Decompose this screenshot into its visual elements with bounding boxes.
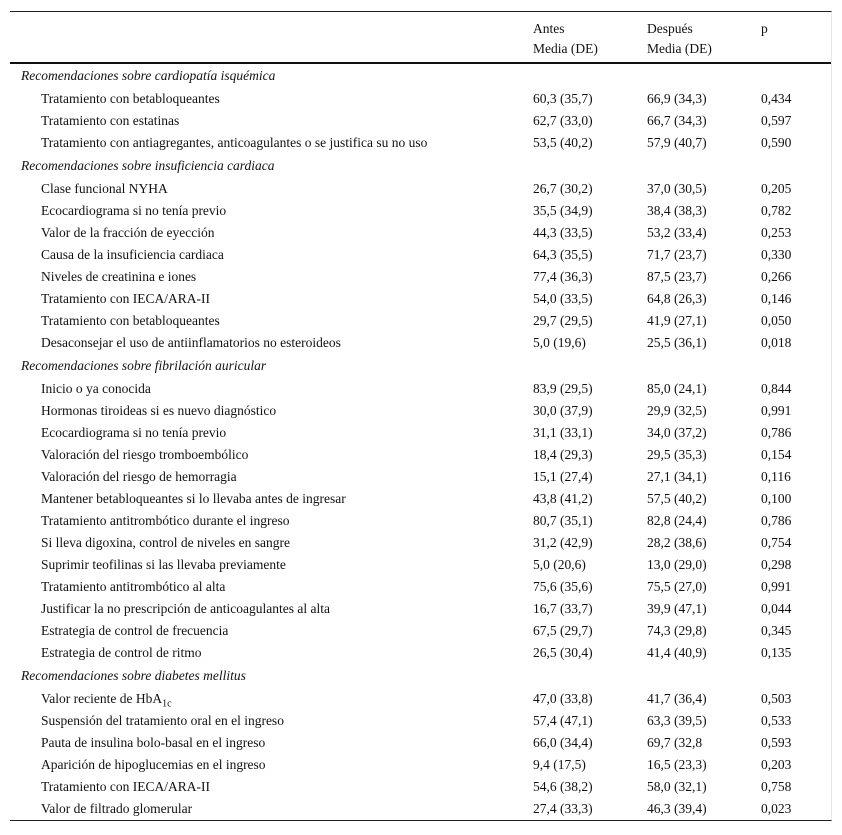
despues-value: 82,8 (24,4) bbox=[647, 513, 707, 528]
table-row bbox=[10, 400, 831, 422]
p-value: 0,266 bbox=[761, 269, 792, 284]
table-row bbox=[10, 200, 831, 222]
antes-value: 29,7 (29,5) bbox=[533, 313, 593, 328]
row-label bbox=[41, 466, 237, 488]
table-row bbox=[10, 732, 831, 754]
despues-value: 63,3 (39,5) bbox=[647, 713, 707, 728]
antes-value: 31,2 (42,9) bbox=[533, 535, 593, 550]
despues-value: 71,7 (23,7) bbox=[647, 247, 707, 262]
antes-value: 57,4 (47,1) bbox=[533, 713, 593, 728]
table-row bbox=[10, 378, 831, 400]
section-header bbox=[10, 664, 831, 688]
table-row bbox=[10, 688, 831, 710]
row-label-text: Estrategia de control de ritmo bbox=[41, 645, 202, 660]
row-label-text: Tratamiento antitrombótico durante el ingreso bbox=[41, 513, 290, 528]
despues-value: 25,5 (36,1) bbox=[647, 335, 707, 350]
despues-value: 75,5 (27,0) bbox=[647, 579, 707, 594]
despues-value: 29,5 (35,3) bbox=[647, 447, 707, 462]
despues-value: 46,3 (39,4) bbox=[647, 801, 707, 816]
despues-value: 16,5 (23,3) bbox=[647, 757, 707, 772]
despues-value: 39,9 (47,1) bbox=[647, 601, 707, 616]
p-value: 0,023 bbox=[761, 801, 792, 816]
row-label-text: Niveles de creatinina e iones bbox=[41, 269, 197, 284]
row-label bbox=[41, 200, 226, 222]
row-label-text: Tratamiento antitrombótico al alta bbox=[41, 579, 226, 594]
despues-value: 69,7 (32,8 bbox=[647, 735, 703, 750]
table-row bbox=[10, 88, 831, 110]
table-row bbox=[10, 510, 831, 532]
antes-value: 83,9 (29,5) bbox=[533, 381, 593, 396]
table-row bbox=[10, 532, 831, 554]
row-label bbox=[41, 688, 172, 710]
header-p: p bbox=[761, 21, 768, 36]
row-label-text: Tratamiento con betabloqueantes bbox=[41, 313, 220, 328]
antes-value: 77,4 (36,3) bbox=[533, 269, 593, 284]
despues-value: 66,9 (34,3) bbox=[647, 91, 707, 106]
table-row bbox=[10, 754, 831, 776]
antes-value: 43,8 (41,2) bbox=[533, 491, 593, 506]
antes-value: 5,0 (20,6) bbox=[533, 557, 586, 572]
table-row bbox=[10, 576, 831, 598]
table-row bbox=[10, 642, 831, 664]
row-label bbox=[41, 710, 284, 732]
antes-value: 64,3 (35,5) bbox=[533, 247, 593, 262]
table-row bbox=[10, 310, 831, 332]
table-row bbox=[10, 288, 831, 310]
row-label bbox=[41, 266, 196, 288]
row-label-text: Suspensión del tratamiento oral en el ingreso bbox=[41, 713, 284, 728]
row-label-text: Desaconsejar el uso de antiinflamatorios no esteroideos bbox=[41, 335, 341, 350]
table-row bbox=[10, 266, 831, 288]
row-label bbox=[41, 244, 224, 266]
table-row bbox=[10, 598, 831, 620]
row-label bbox=[41, 378, 151, 400]
header-despues-sub: Media (DE) bbox=[647, 41, 712, 56]
p-value: 0,135 bbox=[761, 645, 792, 660]
row-label-text: Justificar la no prescripción de anticoagulantes al alta bbox=[41, 601, 331, 616]
despues-value: 66,7 (34,3) bbox=[647, 113, 707, 128]
row-label-text: Valoración del riesgo de hemorragia bbox=[41, 469, 237, 484]
row-label bbox=[41, 222, 215, 244]
antes-value: 66,0 (34,4) bbox=[533, 735, 593, 750]
section-title: Recomendaciones sobre cardiopatía isquémica bbox=[21, 68, 276, 83]
p-value: 0,330 bbox=[761, 247, 792, 262]
section-header bbox=[10, 154, 831, 178]
row-label-text: Si lleva digoxina, control de niveles en sangre bbox=[41, 535, 290, 550]
row-label-text: Suprimir teofilinas si las llevaba previamente bbox=[41, 557, 286, 572]
section-title: Recomendaciones sobre fibrilación auricular bbox=[21, 358, 267, 373]
row-label-text: Clase funcional NYHA bbox=[41, 181, 168, 196]
row-label bbox=[41, 288, 210, 310]
row-label bbox=[41, 532, 290, 554]
p-value: 0,044 bbox=[761, 601, 792, 616]
table-row bbox=[10, 488, 831, 510]
row-label-text: Causa de la insuficiencia cardiaca bbox=[41, 247, 224, 262]
despues-value: 64,8 (26,3) bbox=[647, 291, 707, 306]
row-label bbox=[41, 642, 201, 664]
section-title: Recomendaciones sobre diabetes mellitus bbox=[21, 668, 246, 683]
p-value: 0,018 bbox=[761, 335, 792, 350]
p-value: 0,503 bbox=[761, 691, 792, 706]
despues-value: 57,9 (40,7) bbox=[647, 135, 707, 150]
table-row bbox=[10, 110, 831, 132]
table-row bbox=[10, 798, 831, 820]
table-row bbox=[10, 222, 831, 244]
antes-value: 54,6 (38,2) bbox=[533, 779, 593, 794]
antes-value: 27,4 (33,3) bbox=[533, 801, 593, 816]
row-label bbox=[41, 576, 225, 598]
despues-value: 74,3 (29,8) bbox=[647, 623, 707, 638]
row-label bbox=[41, 598, 330, 620]
row-label bbox=[41, 444, 248, 466]
table-row bbox=[10, 776, 831, 798]
row-label bbox=[41, 178, 168, 200]
p-value: 0,434 bbox=[761, 91, 792, 106]
section-header bbox=[10, 354, 831, 378]
row-label-text: Inicio o ya conocida bbox=[41, 381, 151, 396]
row-label-text: Ecocardiograma si no tenía previo bbox=[41, 203, 227, 218]
row-label-text: Ecocardiograma si no tenía previo bbox=[41, 425, 227, 440]
antes-value: 80,7 (35,1) bbox=[533, 513, 593, 528]
row-label bbox=[41, 776, 210, 798]
row-label bbox=[41, 132, 427, 154]
table-row bbox=[10, 444, 831, 466]
despues-value: 38,4 (38,3) bbox=[647, 203, 707, 218]
row-label bbox=[41, 110, 179, 132]
row-label-text: Mantener betabloqueantes si lo llevaba antes de ingresar bbox=[41, 491, 346, 506]
despues-value: 13,0 (29,0) bbox=[647, 557, 707, 572]
header-despues-label: Después bbox=[647, 21, 693, 36]
row-label bbox=[41, 88, 220, 110]
row-label-text: Tratamiento con IECA/ARA-II bbox=[41, 779, 210, 794]
p-value: 0,533 bbox=[761, 713, 792, 728]
antes-value: 75,6 (35,6) bbox=[533, 579, 593, 594]
p-value: 0,590 bbox=[761, 135, 792, 150]
table-row bbox=[10, 178, 831, 200]
antes-value: 47,0 (33,8) bbox=[533, 691, 593, 706]
table-row bbox=[10, 466, 831, 488]
p-value: 0,593 bbox=[761, 735, 792, 750]
antes-value: 30,0 (37,9) bbox=[533, 403, 593, 418]
row-label bbox=[41, 332, 341, 354]
p-value: 0,782 bbox=[761, 203, 792, 218]
p-value: 0,991 bbox=[761, 579, 792, 594]
row-label-text: Tratamiento con estatinas bbox=[41, 113, 180, 128]
despues-value: 29,9 (32,5) bbox=[647, 403, 707, 418]
antes-value: 53,5 (40,2) bbox=[533, 135, 593, 150]
despues-value: 57,5 (40,2) bbox=[647, 491, 707, 506]
header-antes-sub: Media (DE) bbox=[533, 41, 598, 56]
row-label-text: Valor reciente de HbA bbox=[41, 691, 163, 706]
row-label bbox=[41, 488, 346, 510]
antes-value: 26,7 (30,2) bbox=[533, 181, 593, 196]
row-label-text: Tratamiento con IECA/ARA-II bbox=[41, 291, 210, 306]
despues-value: 85,0 (24,1) bbox=[647, 381, 707, 396]
p-value: 0,116 bbox=[761, 469, 791, 484]
antes-value: 54,0 (33,5) bbox=[533, 291, 593, 306]
section-header bbox=[10, 64, 831, 88]
p-value: 0,205 bbox=[761, 181, 792, 196]
antes-value: 44,3 (33,5) bbox=[533, 225, 593, 240]
p-value: 0,154 bbox=[761, 447, 792, 462]
p-value: 0,298 bbox=[761, 557, 792, 572]
row-label bbox=[41, 732, 265, 754]
results-table bbox=[10, 11, 832, 821]
p-value: 0,345 bbox=[761, 623, 792, 638]
p-value: 0,844 bbox=[761, 381, 792, 396]
row-label-text: Valoración del riesgo tromboembólico bbox=[41, 447, 249, 462]
table-row bbox=[10, 132, 831, 154]
antes-value: 18,4 (29,3) bbox=[533, 447, 593, 462]
table-body bbox=[10, 64, 831, 820]
section-title: Recomendaciones sobre insuficiencia cardiaca bbox=[21, 158, 275, 173]
p-value: 0,203 bbox=[761, 757, 792, 772]
antes-value: 9,4 (17,5) bbox=[533, 757, 586, 772]
antes-value: 60,3 (35,7) bbox=[533, 91, 593, 106]
p-value: 0,253 bbox=[761, 225, 792, 240]
despues-value: 41,7 (36,4) bbox=[647, 691, 707, 706]
row-label bbox=[41, 798, 192, 820]
antes-value: 15,1 (27,4) bbox=[533, 469, 593, 484]
p-value: 0,786 bbox=[761, 513, 792, 528]
p-value: 0,786 bbox=[761, 425, 792, 440]
row-label-text: Estrategia de control de frecuencia bbox=[41, 623, 229, 638]
row-label-text: Pauta de insulina bolo-basal en el ingreso bbox=[41, 735, 266, 750]
p-value: 0,991 bbox=[761, 403, 792, 418]
p-value: 0,597 bbox=[761, 113, 792, 128]
row-label bbox=[41, 422, 226, 444]
row-label bbox=[41, 554, 286, 576]
row-label bbox=[41, 754, 266, 776]
despues-value: 37,0 (30,5) bbox=[647, 181, 707, 196]
row-label-text: Hormonas tiroideas si es nuevo diagnóstico bbox=[41, 403, 277, 418]
header-antes bbox=[533, 19, 598, 59]
table-row bbox=[10, 332, 831, 354]
table-row bbox=[10, 620, 831, 642]
despues-value: 58,0 (32,1) bbox=[647, 779, 707, 794]
despues-value: 27,1 (34,1) bbox=[647, 469, 707, 484]
despues-value: 34,0 (37,2) bbox=[647, 425, 707, 440]
header-despues bbox=[647, 19, 712, 59]
despues-value: 41,9 (27,1) bbox=[647, 313, 707, 328]
p-value: 0,146 bbox=[761, 291, 792, 306]
despues-value: 41,4 (40,9) bbox=[647, 645, 707, 660]
antes-value: 26,5 (30,4) bbox=[533, 645, 593, 660]
antes-value: 62,7 (33,0) bbox=[533, 113, 593, 128]
table-header bbox=[10, 12, 831, 64]
row-label bbox=[41, 620, 228, 642]
row-label bbox=[41, 310, 220, 332]
table-row bbox=[10, 554, 831, 576]
table-row bbox=[10, 244, 831, 266]
header-antes-label: Antes bbox=[533, 21, 565, 36]
row-label-text: Tratamiento con antiagregantes, anticoagulantes o se justifica su no uso bbox=[41, 135, 428, 150]
p-value: 0,050 bbox=[761, 313, 792, 328]
antes-value: 35,5 (34,9) bbox=[533, 203, 593, 218]
despues-value: 87,5 (23,7) bbox=[647, 269, 707, 284]
row-label bbox=[41, 400, 276, 422]
antes-value: 31,1 (33,1) bbox=[533, 425, 593, 440]
row-label-subscript: 1c bbox=[162, 698, 172, 710]
table-row bbox=[10, 422, 831, 444]
despues-value: 53,2 (33,4) bbox=[647, 225, 707, 240]
antes-value: 5,0 (19,6) bbox=[533, 335, 586, 350]
p-value: 0,754 bbox=[761, 535, 792, 550]
antes-value: 16,7 (33,7) bbox=[533, 601, 593, 616]
row-label-text: Aparición de hipoglucemias en el ingreso bbox=[41, 757, 266, 772]
row-label-text: Valor de filtrado glomerular bbox=[41, 801, 193, 816]
despues-value: 28,2 (38,6) bbox=[647, 535, 707, 550]
p-value: 0,758 bbox=[761, 779, 792, 794]
row-label bbox=[41, 510, 289, 532]
p-value: 0,100 bbox=[761, 491, 792, 506]
antes-value: 67,5 (29,7) bbox=[533, 623, 593, 638]
table-row bbox=[10, 710, 831, 732]
row-label-text: Valor de la fracción de eyección bbox=[41, 225, 215, 240]
row-label-text: Tratamiento con betabloqueantes bbox=[41, 91, 220, 106]
